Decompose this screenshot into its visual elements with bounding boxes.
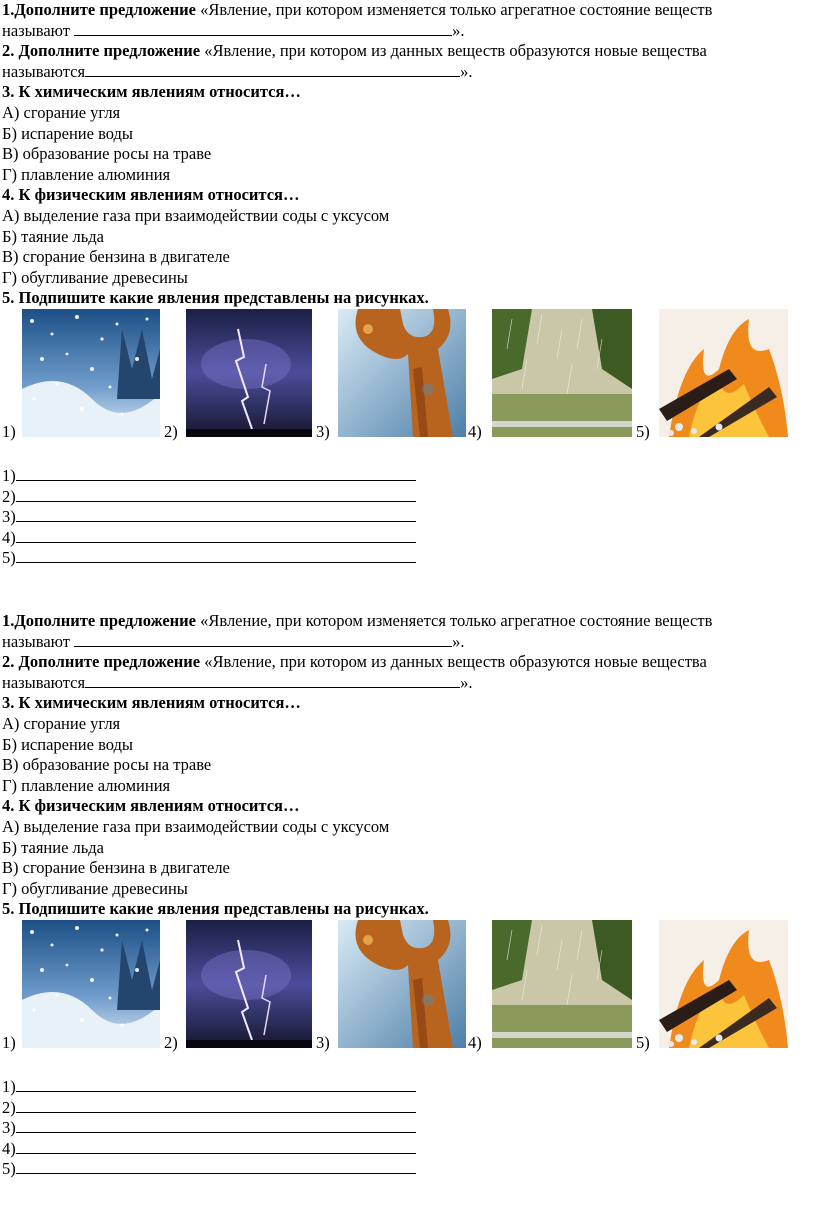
answer-blank[interactable] [85,673,460,688]
burning-wood-image [659,920,788,1048]
answer-line[interactable] [0,1158,810,1179]
question-1-text: «Явление, при котором изменяется только агрегатное состояние веществ [195,0,713,19]
lightning-image [186,309,312,437]
question-1-label: 1.Дополните предложение [2,611,196,630]
rusty-wrench-image [338,309,466,437]
answer-label: 3) [2,1118,16,1138]
image-label: 3) [316,421,330,441]
snowfall-image [22,309,160,437]
answer-blank[interactable] [74,632,452,647]
rusty-wrench-image [338,920,466,1048]
answer-blank[interactable] [74,21,452,36]
option: Г) обугливание древесины [2,267,188,287]
question-5-title: 5. Подпишите какие явления представлены на рисунках. [2,288,429,308]
option: В) образование росы на траве [2,755,212,775]
answer-label: 4) [2,527,16,547]
question-2-label: 2. Дополните предложение [2,41,201,61]
closing-quote: ». [452,631,465,651]
question-4-title: 4. К физическим явлениям относится… [2,185,300,205]
question-1-label: 1.Дополните предложение [2,0,196,19]
question-1 [0,0,810,21]
closing-quote: ». [460,672,473,692]
answer-lines [0,1076,810,1179]
question-1-continuation: называют [2,631,75,651]
answer-line[interactable] [0,465,810,486]
answer-label: 5) [2,548,16,568]
answer-label: 3) [2,507,16,527]
question-1-blank-line [0,21,810,42]
answer-blank[interactable] [16,506,416,522]
lightning-image [186,920,312,1048]
image-label: 4) [468,421,482,441]
rain-image [492,920,632,1048]
option: В) сгорание бензина в двигателе [2,247,230,267]
snowfall-image [22,920,160,1048]
question-2 [0,652,810,673]
image-row [0,920,810,1052]
option: Б) испарение воды [2,734,134,754]
answer-line[interactable] [0,1076,810,1097]
image-row [0,309,810,441]
option: Г) плавление алюминия [2,164,171,184]
option: А) сгорание угля [2,102,121,122]
answer-blank[interactable] [16,547,416,563]
answer-label: 5) [2,1159,16,1179]
answer-blank[interactable] [16,1138,416,1154]
image-label: 4) [468,1032,482,1052]
question-1 [0,611,810,632]
answer-blank[interactable] [16,1097,416,1113]
answer-line[interactable] [0,547,810,568]
image-label: 5) [636,421,650,441]
worksheet [0,611,810,1179]
question-2-text: «Явление, при котором из данных веществ образуются новые вещества [200,41,707,61]
question-1-blank-line [0,632,810,653]
question-5-title: 5. Подпишите какие явления представлены на рисунках. [2,899,429,919]
option: А) выделение газа при взаимодействии соды с уксусом [2,816,390,836]
answer-line[interactable] [0,1097,810,1118]
question-2-blank-line [0,673,810,694]
image-label: 2) [164,1032,178,1052]
question-2-text: «Явление, при котором из данных веществ образуются новые вещества [200,652,707,672]
closing-quote: ». [452,20,465,40]
option: Б) таяние льда [2,226,105,246]
answer-label: 2) [2,486,16,506]
answer-line[interactable] [0,1138,810,1159]
answer-line[interactable] [0,506,810,527]
question-2-label: 2. Дополните предложение [2,652,201,672]
image-label: 1) [2,1032,16,1052]
question-2 [0,41,810,62]
answer-label: 4) [2,1138,16,1158]
answer-line[interactable] [0,486,810,507]
answer-label: 1) [2,1076,16,1096]
answer-blank[interactable] [16,465,416,481]
option: Г) обугливание древесины [2,878,188,898]
image-label: 5) [636,1032,650,1052]
question-2-continuation: называются [2,672,86,692]
option: В) сгорание бензина в двигателе [2,858,230,878]
question-2-continuation: называются [2,61,86,81]
question-1-continuation: называют [2,20,75,40]
option: В) образование росы на траве [2,144,212,164]
answer-lines [0,465,810,568]
answer-line[interactable] [0,1117,810,1138]
answer-blank[interactable] [16,486,416,502]
answer-blank[interactable] [85,62,460,77]
burning-wood-image [659,309,788,437]
question-4-title: 4. К физическим явлениям относится… [2,796,300,816]
option: А) выделение газа при взаимодействии соды с уксусом [2,205,390,225]
question-2-blank-line [0,62,810,83]
option: Г) плавление алюминия [2,775,171,795]
option: Б) испарение воды [2,123,134,143]
answer-blank[interactable] [16,1076,416,1092]
image-label: 1) [2,421,16,441]
rain-image [492,309,632,437]
question-1-text: «Явление, при котором изменяется только агрегатное состояние веществ [195,611,713,630]
answer-blank[interactable] [16,527,416,543]
answer-blank[interactable] [16,1117,416,1133]
answer-blank[interactable] [16,1158,416,1174]
image-label: 2) [164,421,178,441]
question-3-title: 3. К химическим явлениям относится… [2,82,301,102]
answer-line[interactable] [0,527,810,548]
image-label: 3) [316,1032,330,1052]
question-3-title: 3. К химическим явлениям относится… [2,693,301,713]
answer-label: 2) [2,1097,16,1117]
closing-quote: ». [460,61,473,81]
option: А) сгорание угля [2,713,121,733]
option: Б) таяние льда [2,837,105,857]
answer-label: 1) [2,465,16,485]
worksheet [0,0,810,568]
